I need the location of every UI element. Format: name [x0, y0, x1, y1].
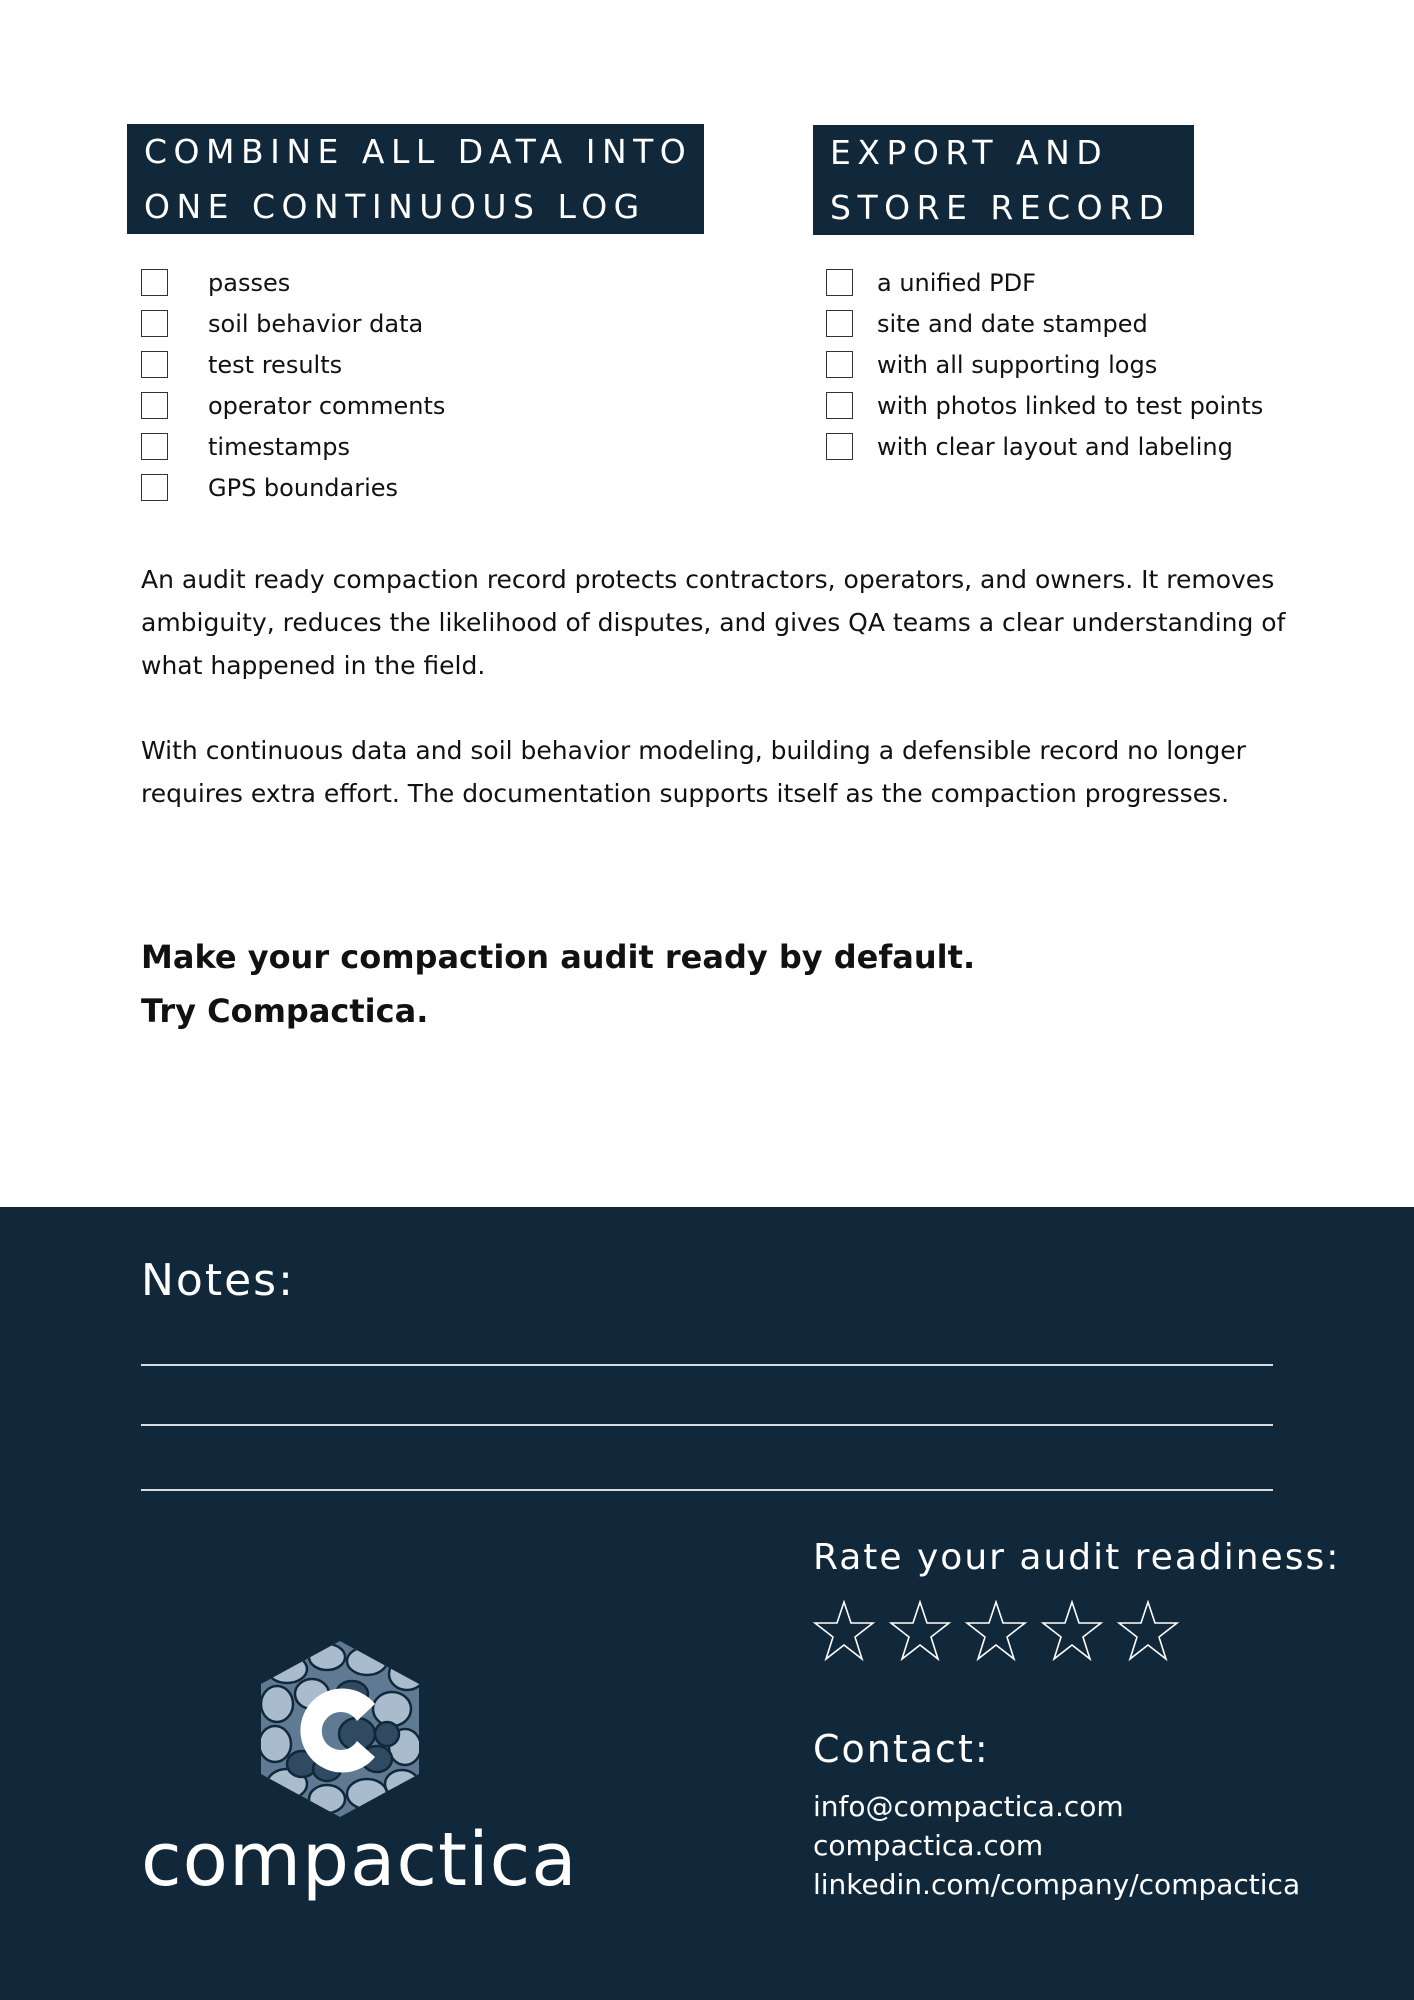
checklist-label: site and date stamped: [877, 310, 1148, 338]
contact-linkedin[interactable]: [813, 1865, 1300, 1904]
notes-title: Notes:: [141, 1255, 295, 1306]
combine-heading-line2: ONE CONTINUOUS LOG: [144, 187, 646, 226]
checklist-item[interactable]: [141, 345, 741, 386]
combine-heading-line1: COMBINE ALL DATA INTO: [144, 132, 693, 171]
checkbox-icon[interactable]: [141, 269, 168, 296]
checklist-label: with all supporting logs: [877, 351, 1158, 379]
checklist-item[interactable]: [141, 427, 741, 468]
checkbox-icon[interactable]: [826, 310, 853, 337]
combine-checklist: [141, 263, 741, 509]
body-paragraph: With continuous data and soil behavior modeling, building a defensible record no longer requires extra effort. The documentation supports itself as the compaction progresses.: [141, 736, 1246, 808]
checklist-item[interactable]: [826, 304, 1386, 345]
checklist-label: with clear layout and labeling: [877, 433, 1233, 461]
export-heading-line1: EXPORT AND: [830, 133, 1109, 172]
brand-wordmark: compactica: [141, 1817, 578, 1903]
star-icon[interactable]: [964, 1599, 1028, 1663]
contact-list: [813, 1787, 1300, 1904]
export-heading: [813, 125, 1194, 235]
hexagon-c-logo-icon: [257, 1639, 423, 1819]
checklist-label: soil behavior data: [208, 310, 424, 338]
notes-line[interactable]: [141, 1424, 1273, 1426]
checklist-item[interactable]: [826, 427, 1386, 468]
star-rating[interactable]: [812, 1599, 1192, 1663]
contact-link[interactable]: info@compactica.com: [813, 1790, 1124, 1823]
checkbox-icon[interactable]: [141, 351, 168, 378]
checkbox-icon[interactable]: [826, 351, 853, 378]
checklist-label: a unified PDF: [877, 269, 1036, 297]
checklist-item[interactable]: [141, 386, 741, 427]
checklist-label: test results: [208, 351, 343, 379]
checkbox-icon[interactable]: [141, 310, 168, 337]
export-checklist: [826, 263, 1386, 468]
star-icon[interactable]: [812, 1599, 876, 1663]
call-to-action: [141, 930, 975, 1038]
checkbox-icon[interactable]: [141, 433, 168, 460]
contact-link[interactable]: linkedin.com/company/compactica: [813, 1868, 1301, 1901]
checklist-label: operator comments: [208, 392, 446, 420]
checkbox-icon[interactable]: [826, 269, 853, 296]
checklist-item[interactable]: [826, 345, 1386, 386]
notes-line[interactable]: [141, 1364, 1273, 1366]
combine-heading: [127, 124, 704, 234]
checklist-item[interactable]: [141, 304, 741, 345]
cta-line: Try Compactica.: [141, 992, 429, 1030]
notes-line[interactable]: [141, 1489, 1273, 1491]
checkbox-icon[interactable]: [826, 433, 853, 460]
body-paragraph: An audit ready compaction record protects contractors, operators, and owners. It removes ambiguity, reduces the likelihood of disputes, and gives QA teams a clear understanding of what happened in the field.: [141, 565, 1286, 680]
footer-panel: [0, 1207, 1414, 2000]
contact-website[interactable]: [813, 1826, 1300, 1865]
checklist-label: GPS boundaries: [208, 474, 399, 502]
star-icon[interactable]: [888, 1599, 952, 1663]
star-icon[interactable]: [1040, 1599, 1104, 1663]
checkbox-icon[interactable]: [141, 392, 168, 419]
contact-email[interactable]: [813, 1787, 1300, 1826]
rating-title: Rate your audit readiness:: [813, 1537, 1341, 1578]
star-icon[interactable]: [1116, 1599, 1180, 1663]
contact-link[interactable]: compactica.com: [813, 1829, 1044, 1862]
checklist-item[interactable]: [826, 386, 1386, 427]
checklist-label: timestamps: [208, 433, 350, 461]
checkbox-icon[interactable]: [826, 392, 853, 419]
checklist-item[interactable]: [141, 263, 741, 304]
checklist-item[interactable]: [826, 263, 1386, 304]
checklist-item[interactable]: [141, 468, 741, 509]
checklist-label: passes: [208, 269, 291, 297]
cta-line: Make your compaction audit ready by default.: [141, 938, 976, 976]
export-heading-line2: STORE RECORD: [830, 188, 1171, 227]
checkbox-icon[interactable]: [141, 474, 168, 501]
checklist-label: with photos linked to test points: [877, 392, 1264, 420]
contact-title: Contact:: [813, 1727, 990, 1771]
